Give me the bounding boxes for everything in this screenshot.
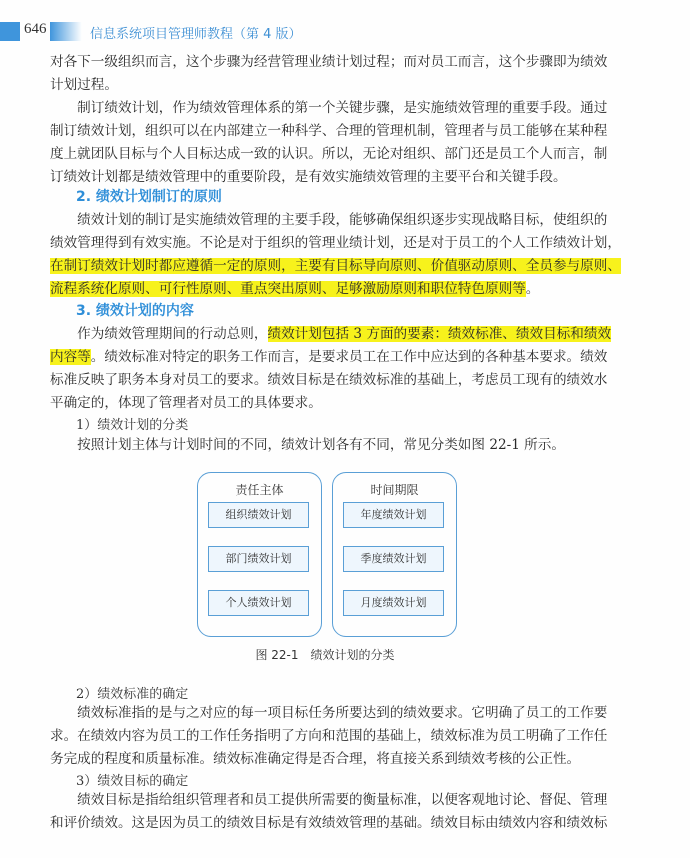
text-line	[50, 749, 606, 769]
highlighted-text: 内容等	[50, 349, 91, 365]
text-line	[50, 703, 606, 723]
text-line	[50, 435, 606, 455]
text-line	[50, 233, 621, 253]
text-line	[50, 144, 606, 164]
text-segment: 绩效管理得到有效实施。不论是对于组织的管理业绩计划，还是对于员工的个人工作绩效计划，	[50, 235, 621, 251]
text-segment: 计划过程。	[50, 77, 118, 93]
text-segment: 对各下一级组织而言，这个步骤为经营管理业绩计划过程；而对员工而言，这个步骤即为绩效	[50, 54, 608, 70]
text-segment: 订绩效计划都是绩效管理中的重要阶段，是有效实施绩效管理的主要平台和关键手段。	[50, 169, 567, 185]
text-line	[50, 790, 606, 810]
figure-cell: 组织绩效计划	[208, 502, 309, 528]
figure-column-responsibility	[197, 472, 322, 637]
subsection-heading: 3）绩效目标的确定	[76, 774, 189, 789]
text-line	[50, 121, 606, 141]
text-segment: 制订绩效计划，作为绩效管理体系的第一个关键步骤，是实施绩效管理的重要手段。通过	[50, 100, 608, 116]
subsection-heading: 1）绩效计划的分类	[76, 418, 189, 433]
text-segment: 按照计划主体与计划时间的不同，绩效计划各有不同，常见分类如图 22-1 所示。	[50, 437, 565, 453]
highlighted-text: 流程系统化原则、可行性原则、重点突出原则、足够激励原则和职位特色原则等	[50, 281, 526, 297]
text-segment: 求。在绩效内容为员工的工作任务指明了方向和范围的基础上，绩效标准为员工明确了工作任	[50, 728, 608, 744]
figure-cell: 个人绩效计划	[208, 590, 309, 616]
highlighted-text: 在制订绩效计划时都应遵循一定的原则，主要有目标导向原则、价值驱动原则、全员参与原则、	[50, 258, 621, 274]
header-gradient-block	[50, 22, 82, 41]
text-segment: 度上就团队目标与个人目标达成一致的认识。所以，无论对组织、部门还是员工个人而言，制	[50, 146, 608, 162]
section-heading: 3. 绩效计划的内容	[76, 303, 194, 319]
column-title: 时间期限	[370, 483, 419, 497]
text-segment: 绩效计划的制订是实施绩效管理的主要手段，能够确保组织逐步实现战略目标，使组织的	[50, 212, 608, 228]
text-line	[50, 256, 621, 276]
section-heading: 2. 绩效计划制订的原则	[76, 189, 222, 205]
figure-cell: 部门绩效计划	[208, 546, 309, 572]
text-segment: 绩效标准指的是与之对应的每一项目标任务所要达到的绩效要求。它明确了员工的工作要	[50, 705, 608, 721]
text-segment: 。绩效标准对特定的职务工作而言，是要求员工在工作中应达到的各种基本要求。绩效	[90, 349, 608, 365]
text-line	[50, 324, 612, 344]
text-segment: 和评价绩效。这是因为员工的绩效目标是有效绩效管理的基础。绩效目标由绩效内容和绩效标	[50, 815, 608, 831]
text-line	[50, 347, 606, 367]
book-title: 信息系统项目管理师教程（第 4 版）	[90, 27, 302, 42]
figure-cell: 月度绩效计划	[343, 590, 444, 616]
text-segment: 制订绩效计划，组织可以在内部建立一种科学、合理的管理机制，管理者与员工能够在某种程	[50, 123, 608, 139]
figure-column-time-period	[332, 472, 457, 637]
column-title: 责任主体	[235, 483, 284, 497]
text-line	[50, 370, 606, 390]
text-segment: 。	[525, 281, 540, 297]
subsection-heading: 2）绩效标准的确定	[76, 687, 189, 702]
figure-cell: 季度绩效计划	[343, 546, 444, 572]
text-segment: 作为绩效管理期间的行动总则，	[50, 326, 268, 342]
text-line	[50, 726, 606, 746]
text-segment: 标准反映了职务本身对员工的要求。绩效目标是在绩效标准的基础上，考虑员工现有的绩效水	[50, 372, 608, 388]
text-line	[50, 393, 606, 413]
text-line	[50, 167, 606, 187]
text-segment: 平确定的，体现了管理者对员工的具体要求。	[50, 395, 322, 411]
figure-cell: 年度绩效计划	[343, 502, 444, 528]
text-line	[50, 98, 606, 118]
header-accent-block	[0, 22, 20, 41]
text-segment: 务完成的程度和质量标准。绩效标准确定得是否合理，将直接关系到绩效考核的公正性。	[50, 751, 581, 767]
text-line	[50, 210, 606, 230]
highlighted-text: 绩效计划包括 3 方面的要素：绩效标准、绩效目标和绩效	[267, 326, 612, 342]
page-number: 646	[24, 21, 47, 37]
text-line	[50, 813, 606, 833]
text-line	[50, 52, 606, 72]
figure-caption: 图 22-1 绩效计划的分类	[255, 648, 395, 662]
text-line	[50, 75, 606, 95]
text-segment: 绩效目标是指给组织管理者和员工提供所需要的衡量标准，以便客观地讨论、督促、管理	[50, 792, 608, 808]
text-line	[50, 279, 606, 299]
